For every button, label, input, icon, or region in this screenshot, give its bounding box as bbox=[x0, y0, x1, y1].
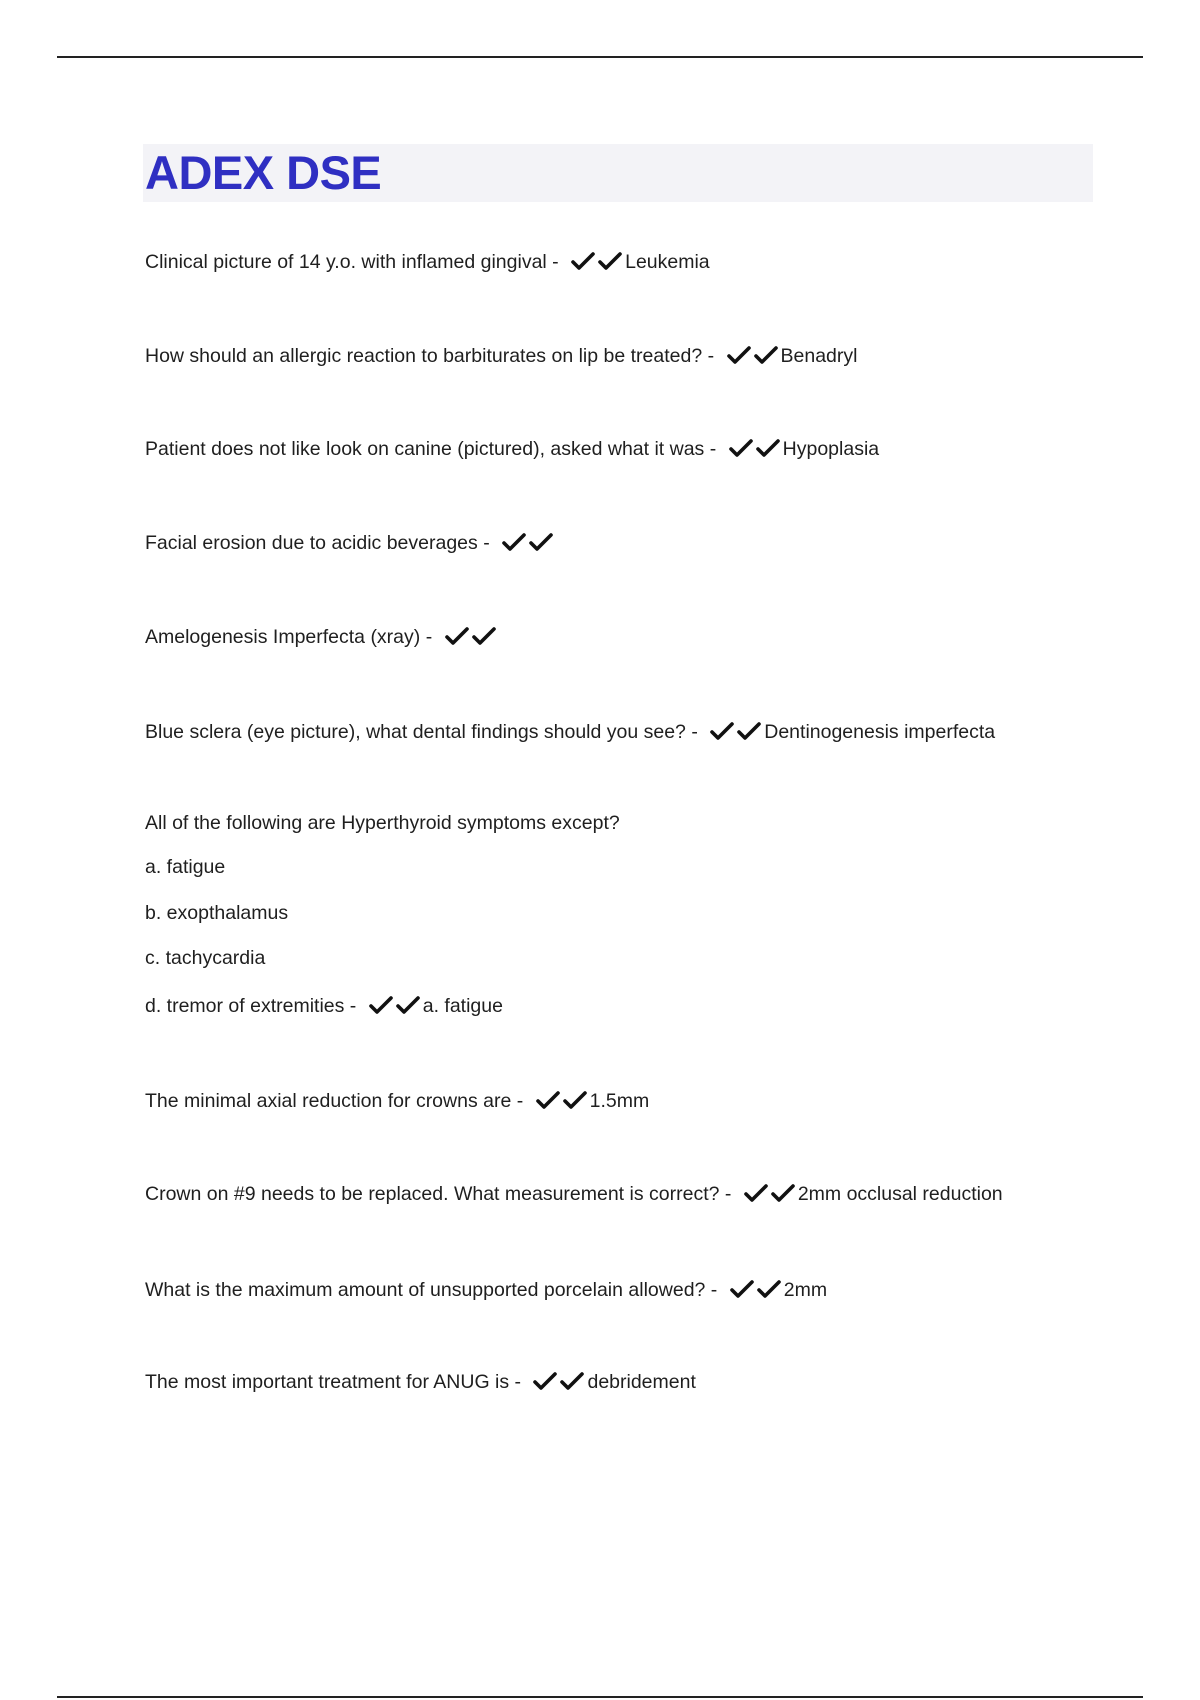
double-checkmark-icon bbox=[724, 343, 778, 369]
qa-item-6 bbox=[145, 719, 995, 745]
answer-text: Hypoplasia bbox=[782, 438, 880, 460]
answer-text: 1.5mm bbox=[589, 1090, 650, 1112]
option-text: d. tremor of extremities bbox=[145, 995, 345, 1017]
qa-item-11 bbox=[145, 1369, 696, 1395]
question-text: What is the maximum amount of unsupported porcelain allowed? bbox=[145, 1279, 706, 1301]
separator: - bbox=[702, 345, 720, 367]
question-text: Facial erosion due to acidic beverages bbox=[145, 532, 478, 554]
question-text: The minimal axial reduction for crowns are bbox=[145, 1090, 512, 1112]
separator: - bbox=[344, 995, 362, 1017]
option-b bbox=[145, 900, 288, 926]
qa-item-8 bbox=[145, 1088, 649, 1114]
double-checkmark-icon bbox=[366, 993, 420, 1019]
question-text: Blue sclera (eye picture), what dental findings should you see? bbox=[145, 721, 686, 743]
option-text: c. tachycardia bbox=[145, 947, 266, 969]
double-checkmark-icon bbox=[568, 249, 622, 275]
question-text: Clinical picture of 14 y.o. with inflamed gingival bbox=[145, 251, 547, 273]
separator: - bbox=[719, 1183, 737, 1205]
double-checkmark-icon bbox=[727, 1277, 781, 1303]
option-d bbox=[145, 993, 503, 1019]
separator: - bbox=[511, 1090, 529, 1112]
double-checkmark-icon bbox=[726, 436, 780, 462]
bottom-divider bbox=[57, 1696, 1143, 1698]
qa-item-4 bbox=[145, 530, 556, 556]
question-text: Amelogenesis Imperfecta (xray) bbox=[145, 626, 421, 648]
question-text: All of the following are Hyperthyroid symptoms except? bbox=[145, 812, 620, 834]
top-divider bbox=[57, 56, 1143, 58]
qa-item-3 bbox=[145, 436, 879, 462]
answer-text: Dentinogenesis imperfecta bbox=[764, 721, 996, 743]
answer-text: a. fatigue bbox=[422, 995, 503, 1017]
option-text: a. fatigue bbox=[145, 856, 226, 878]
qa-item-2 bbox=[145, 343, 857, 369]
question-text: Crown on #9 needs to be replaced. What measurement is correct? bbox=[145, 1183, 720, 1205]
double-checkmark-icon bbox=[741, 1181, 795, 1207]
option-text: b. exopthalamus bbox=[145, 902, 289, 924]
question-text: The most important treatment for ANUG is bbox=[145, 1371, 510, 1393]
double-checkmark-icon bbox=[707, 719, 761, 745]
answer-text: 2mm bbox=[783, 1279, 828, 1301]
double-checkmark-icon bbox=[533, 1088, 587, 1114]
double-checkmark-icon bbox=[530, 1369, 584, 1395]
separator: - bbox=[420, 626, 438, 648]
qa-item-10 bbox=[145, 1277, 827, 1303]
document-title: ADEX DSE bbox=[145, 146, 382, 199]
qa-item-1 bbox=[145, 249, 710, 275]
separator: - bbox=[704, 438, 722, 460]
answer-text: Leukemia bbox=[625, 251, 710, 273]
qa-item-9 bbox=[145, 1181, 1003, 1207]
separator: - bbox=[509, 1371, 527, 1393]
question-text: Patient does not like look on canine (pictured), asked what it was bbox=[145, 438, 705, 460]
question-text: How should an allergic reaction to barbiturates on lip be treated? bbox=[145, 345, 703, 367]
qa-item-5 bbox=[145, 624, 499, 650]
double-checkmark-icon bbox=[442, 624, 496, 650]
separator: - bbox=[705, 1279, 723, 1301]
option-a bbox=[145, 854, 225, 880]
double-checkmark-icon bbox=[499, 530, 553, 556]
qa-item-7-question bbox=[145, 810, 620, 836]
separator: - bbox=[685, 721, 704, 743]
answer-text: Benadryl bbox=[780, 345, 858, 367]
separator: - bbox=[546, 251, 565, 273]
option-c bbox=[145, 945, 265, 971]
answer-text: debridement bbox=[587, 1371, 696, 1393]
answer-text: 2mm occlusal reduction bbox=[797, 1183, 1003, 1205]
separator: - bbox=[477, 532, 496, 554]
